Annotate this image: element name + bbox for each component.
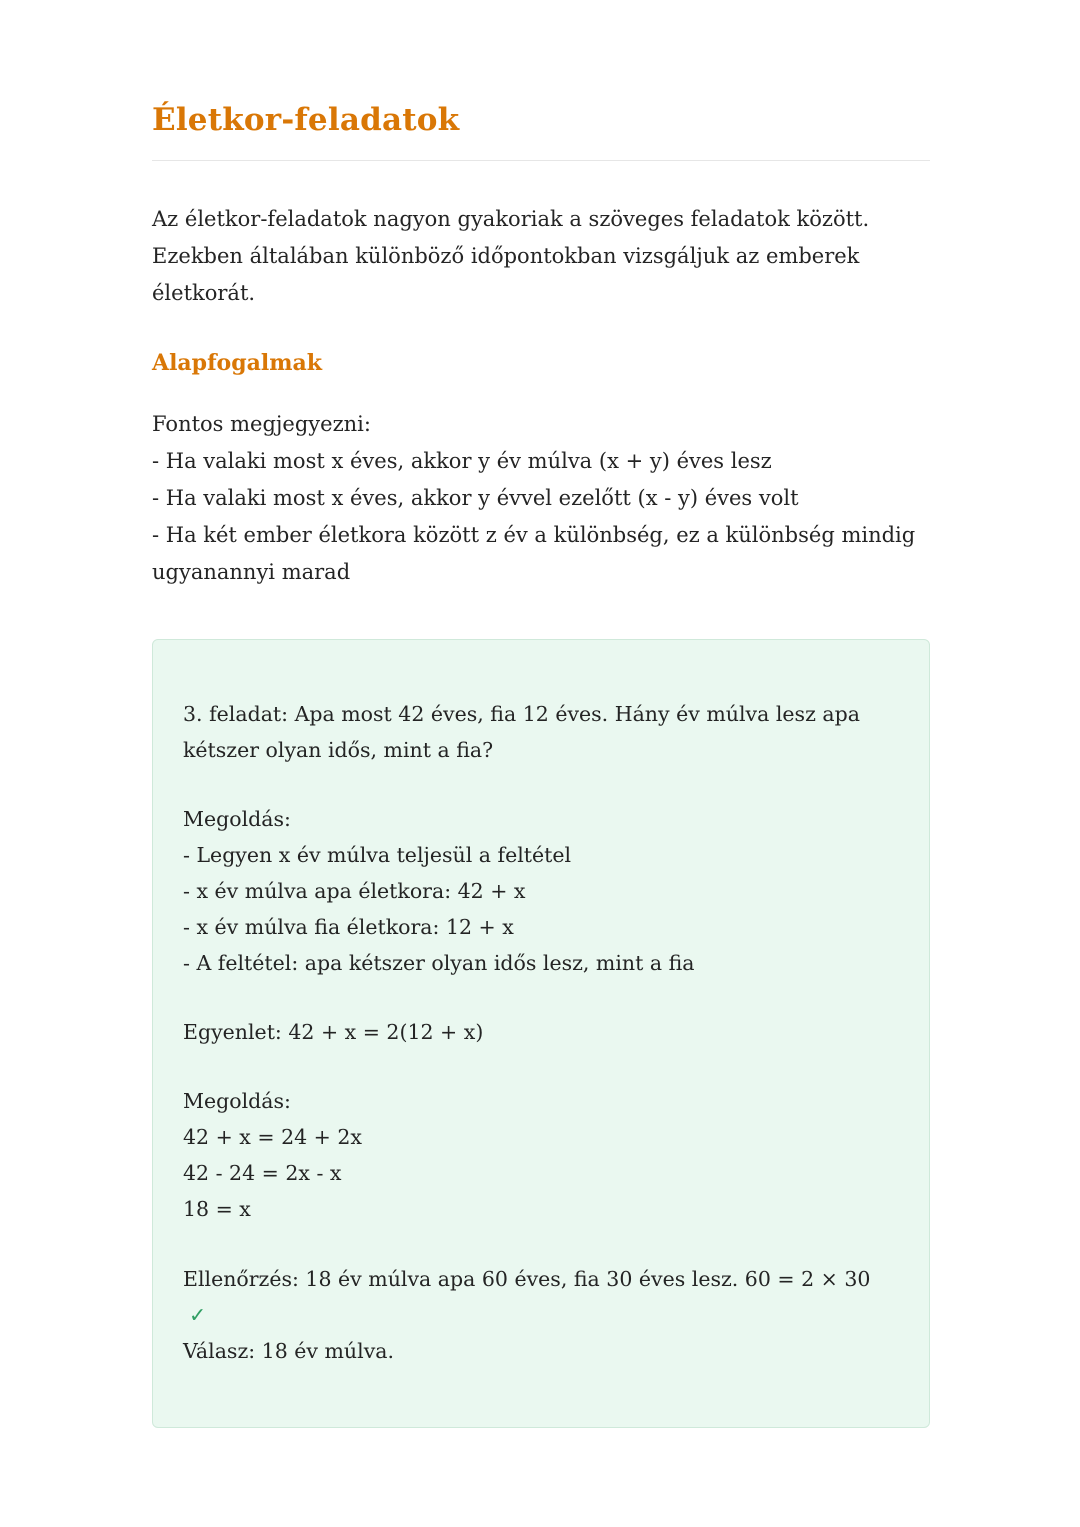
solution-step: - x év múlva fia életkora: 12 + x bbox=[183, 915, 514, 940]
title-divider bbox=[152, 160, 930, 161]
solve-line: 42 + x = 24 + 2x bbox=[183, 1125, 362, 1150]
solve-line: 42 - 24 = 2x - x bbox=[183, 1161, 342, 1186]
equation-line: Egyenlet: 42 + x = 2(12 + x) bbox=[183, 1020, 484, 1045]
solution-label: Megoldás: bbox=[183, 806, 291, 831]
check-text: Ellenőrzés: 18 év múlva apa 60 éves, fia 30 éves lesz. 60 = 2 × 30 bbox=[183, 1266, 871, 1291]
note-item: - Ha valaki most x éves, akkor y évvel ezelőtt (x - y) éves volt bbox=[152, 485, 799, 510]
problem-statement: 3. feladat: Apa most 42 éves, fia 12 éves. Hány év múlva lesz apa kétszer olyan idős, mint a fia? bbox=[183, 701, 860, 762]
page-title: Életkor-feladatok bbox=[152, 102, 460, 138]
note-item: - Ha valaki most x éves, akkor y év múlva (x + y) éves lesz bbox=[152, 448, 772, 473]
solution-step: - x év múlva apa életkora: 42 + x bbox=[183, 878, 526, 903]
solve-block bbox=[183, 1083, 897, 1227]
solution-step: - Legyen x év múlva teljesül a feltétel bbox=[183, 842, 572, 867]
notes-block bbox=[152, 406, 930, 591]
verification-block bbox=[183, 1261, 897, 1369]
answer-line: Válasz: 18 év múlva. bbox=[183, 1338, 395, 1363]
notes-intro: Fontos megjegyezni: bbox=[152, 411, 371, 436]
example-problem-box bbox=[152, 639, 930, 1428]
solution-step: - A feltétel: apa kétszer olyan idős lesz, mint a fia bbox=[183, 951, 695, 976]
solution-setup-block bbox=[183, 801, 897, 981]
check-line bbox=[183, 1261, 897, 1333]
section-heading: Alapfogalmak bbox=[152, 349, 322, 376]
note-item: - Ha két ember életkora között z év a különbség, ez a különbség mindig ugyanannyi marad bbox=[152, 522, 916, 584]
checkmark-icon: ✓ bbox=[189, 1302, 207, 1327]
solve-label: Megoldás: bbox=[183, 1089, 291, 1114]
solve-line: 18 = x bbox=[183, 1197, 251, 1222]
intro-paragraph: Az életkor-feladatok nagyon gyakoriak a szöveges feladatok között. Ezekben általában különböző időpontokban vizsgáljuk az emberek életkorát. bbox=[152, 207, 870, 305]
